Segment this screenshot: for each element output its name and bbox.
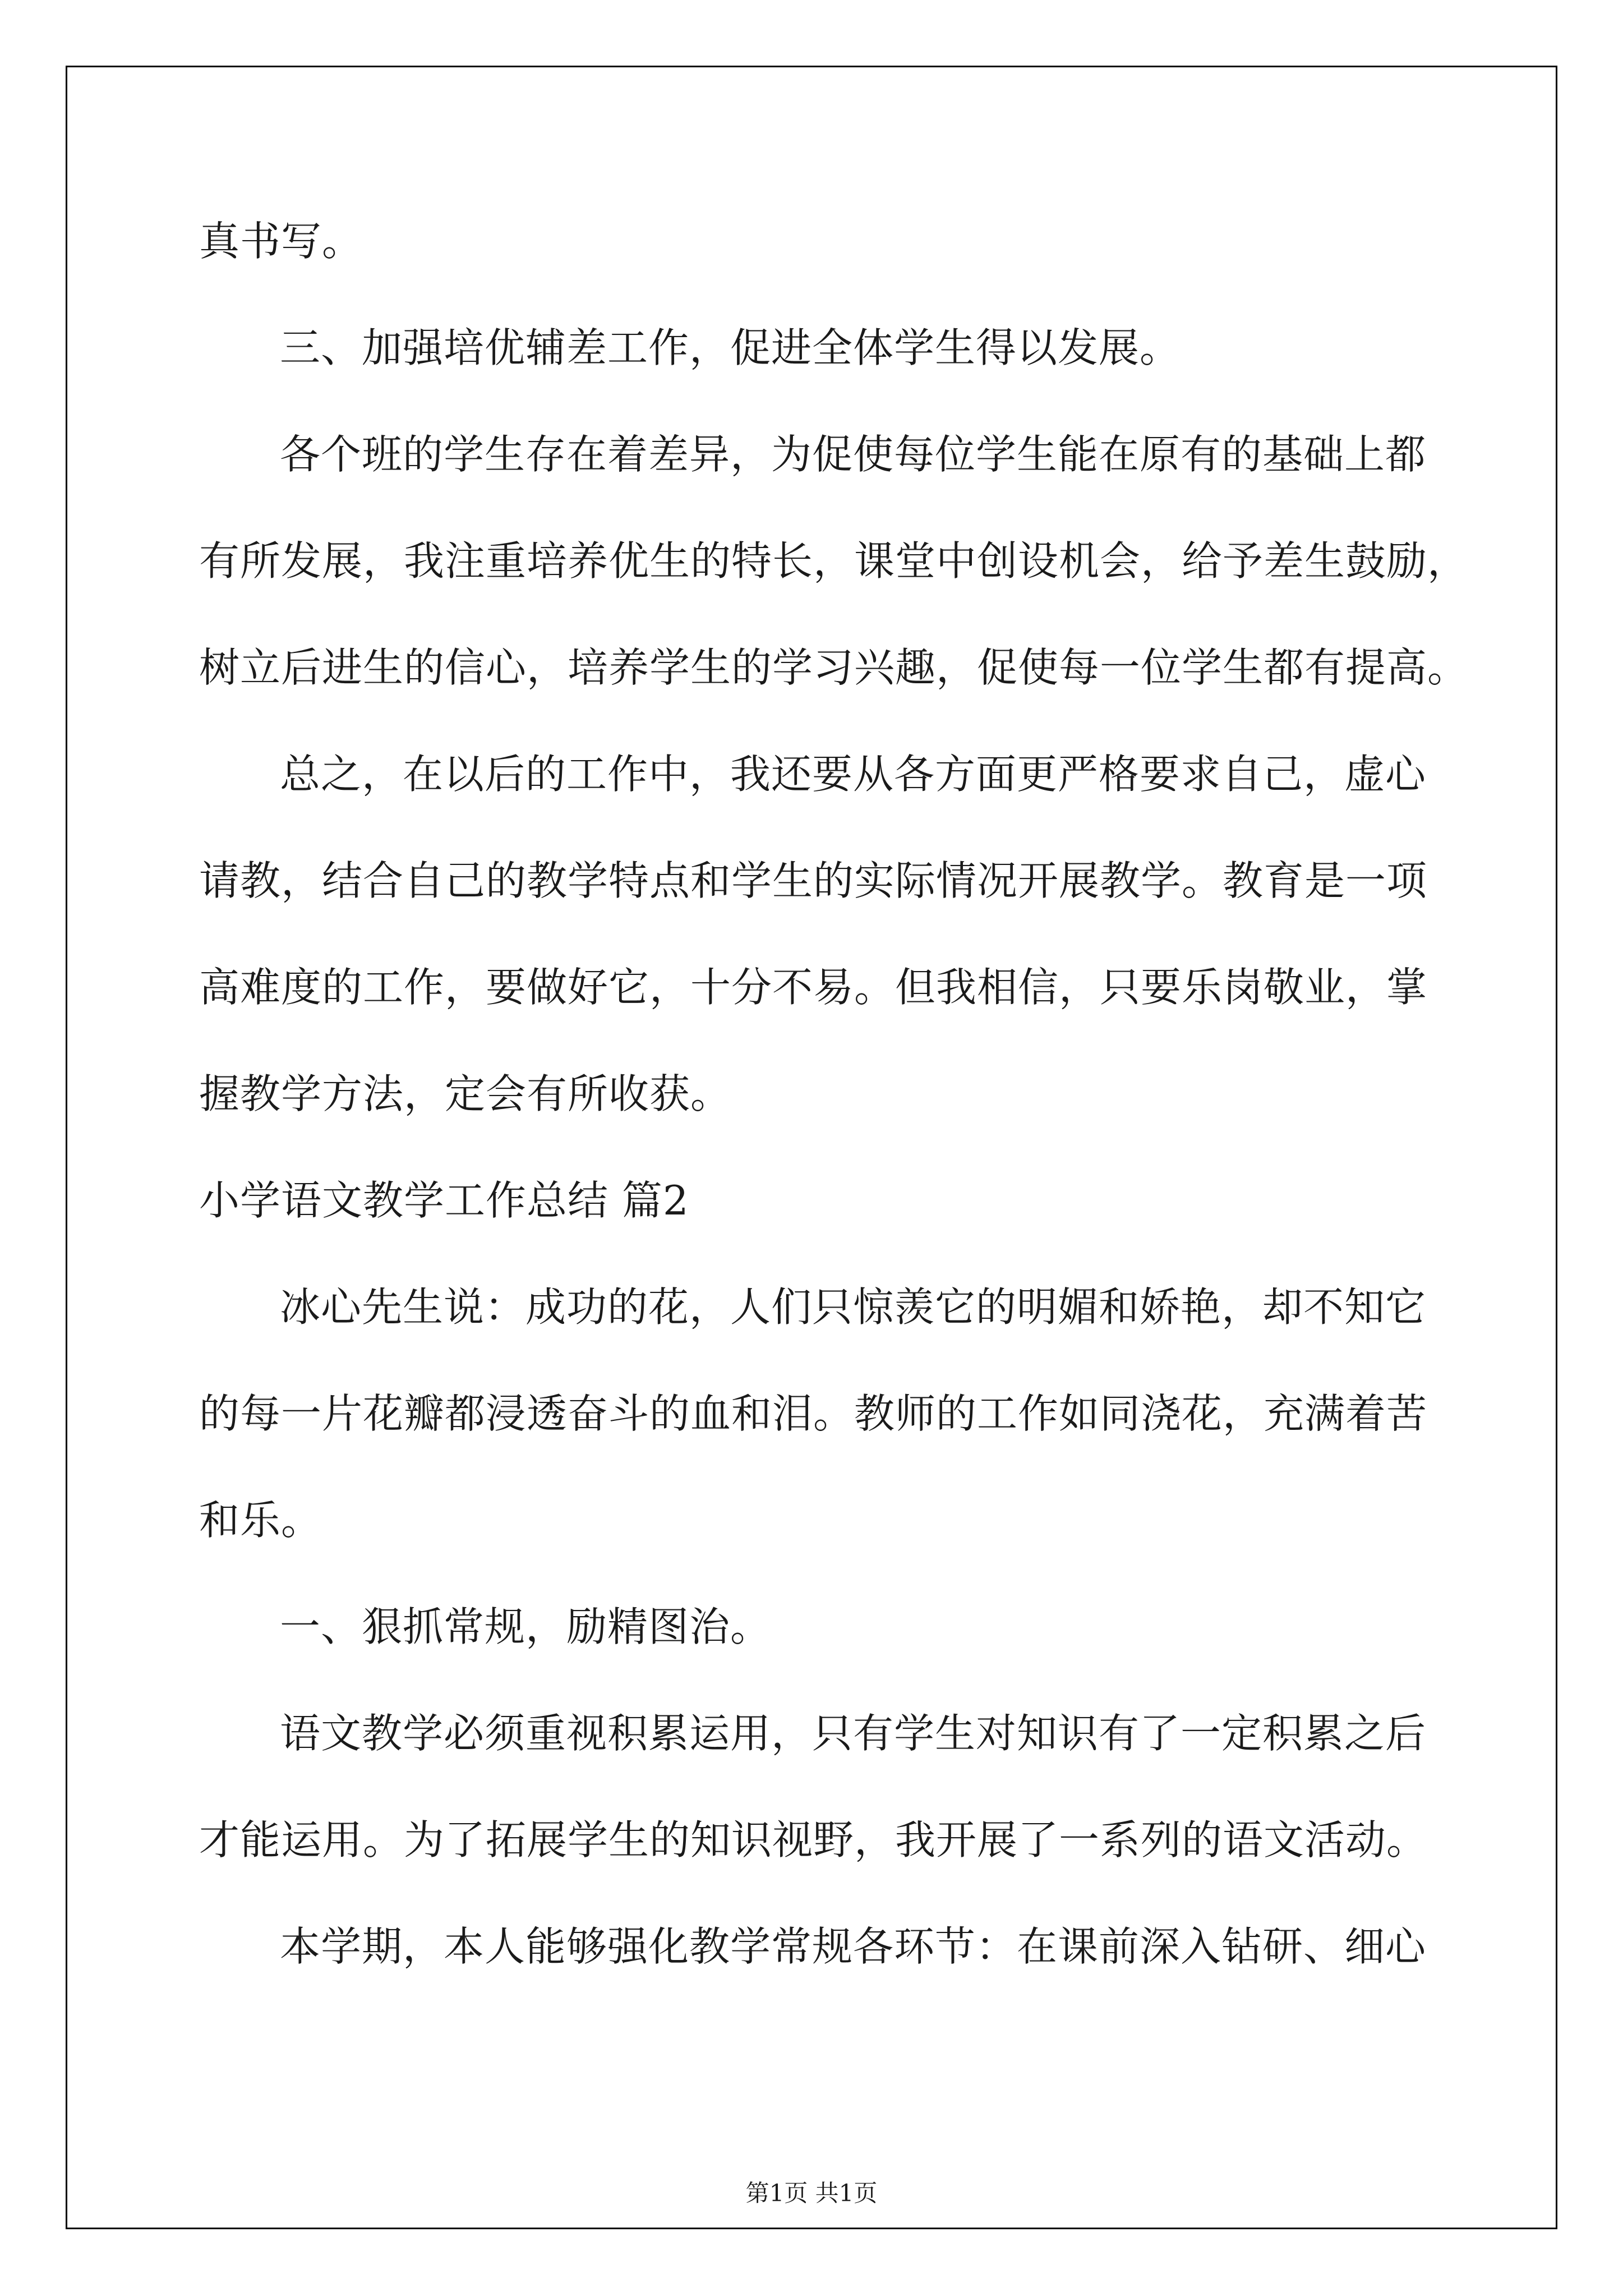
paragraph-line: 握教学方法，定会有所收获。 [199,1070,732,1117]
paragraph-line: 和乐。 [199,1497,322,1544]
paragraph-line: 的每一片花瓣都浸透奋斗的血和泪。教师的工作如同浇花，充满着苦 [199,1390,1428,1437]
section-heading: 一、狠抓常规，励精图治。 [280,1603,772,1650]
article-title: 小学语文教学工作总结 篇2 [199,1177,689,1224]
page-footer: 第1页 共1页 [745,2179,878,2207]
page-border [66,66,1557,2229]
paragraph-line: 请教，结合自己的教学特点和学生的实际情况开展教学。教育是一项 [199,857,1428,904]
paragraph-line: 语文教学必须重视积累运用，只有学生对知识有了一定积累之后 [280,1710,1427,1757]
paragraph-line: 有所发展，我注重培养优生的特长，课堂中创设机会，给予差生鼓励， [199,537,1469,585]
text-line: 真书写。 [199,218,363,265]
paragraph-line: 总之，在以后的工作中，我还要从各方面更严格要求自己，虚心 [280,751,1427,798]
section-heading: 三、加强培优辅差工作，促进全体学生得以发展。 [280,324,1181,371]
paragraph-line: 高难度的工作，要做好它，十分不易。但我相信，只要乐岗敬业，掌 [199,964,1428,1011]
paragraph-line: 冰心先生说：成功的花，人们只惊羡它的明媚和娇艳，却不知它 [280,1283,1427,1331]
paragraph-line: 本学期，本人能够强化教学常规各环节：在课前深入钻研、细心 [280,1923,1427,1970]
paragraph-line: 才能运用。为了拓展学生的知识视野，我开展了一系列的语文活动。 [199,1816,1428,1864]
paragraph-line: 树立后进生的信心，培养学生的学习兴趣，促使每一位学生都有提高。 [199,644,1469,691]
paragraph-line: 各个班的学生存在着差异，为促使每位学生能在原有的基础上都 [280,431,1427,478]
